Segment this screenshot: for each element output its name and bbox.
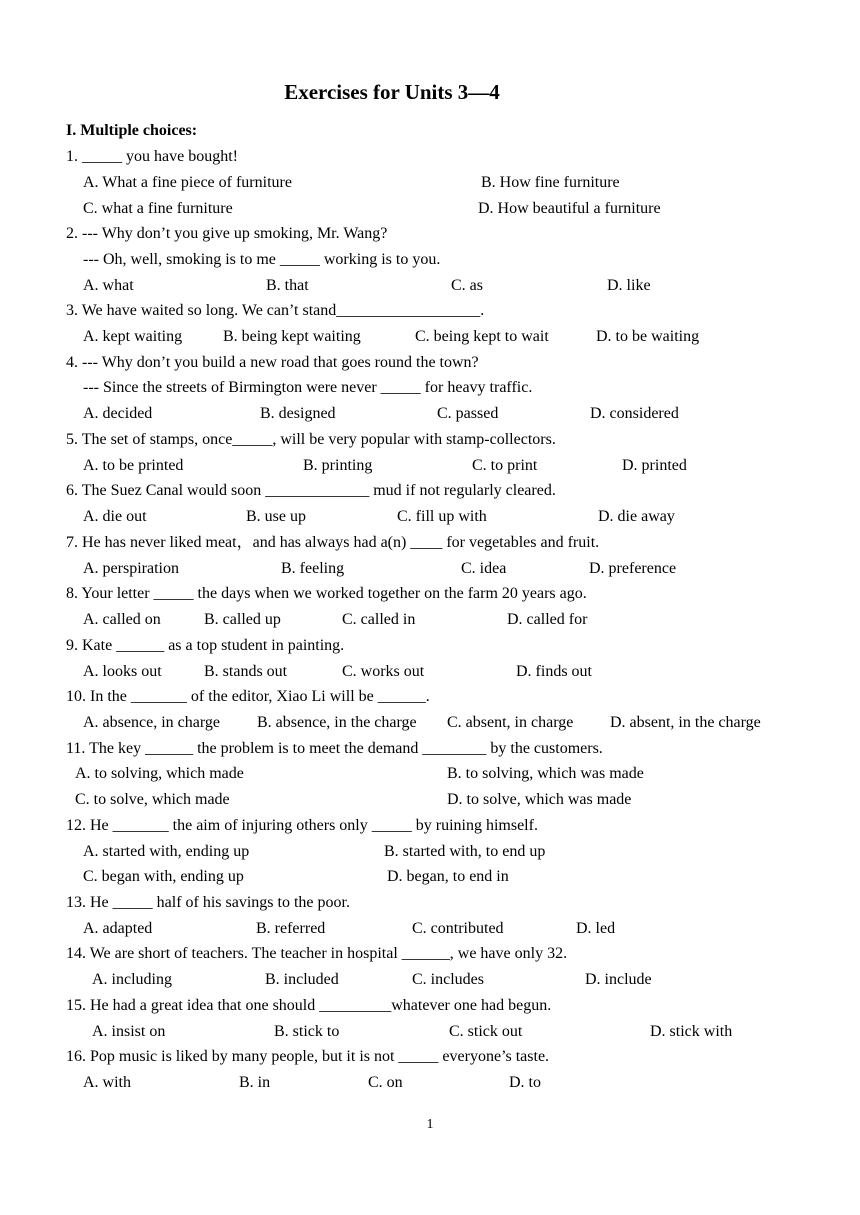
option-c: C. stick out — [449, 1023, 523, 1040]
option-a: A. decided — [83, 405, 153, 422]
question-stem: 8. Your letter _____ the days when we worked together on the farm 20 years ago. — [66, 585, 587, 602]
option-c: C. passed — [437, 405, 499, 422]
option-a: A. What a fine piece of furniture — [83, 174, 292, 191]
section-heading: I. Multiple choices: — [66, 122, 198, 139]
option-a: A. with — [83, 1074, 131, 1091]
option-d: D. began, to end in — [387, 868, 509, 885]
option-d: D. led — [576, 920, 616, 937]
option-d: D. printed — [622, 457, 687, 474]
page-title: Exercises for Units 3—4 — [284, 80, 500, 104]
option-c: C. on — [368, 1074, 403, 1091]
option-d: D. die away — [598, 508, 675, 525]
option-d: D. called for — [507, 611, 588, 628]
option-b: B. started with, to end up — [384, 843, 546, 860]
option-c: C. what a fine furniture — [83, 200, 233, 217]
option-b: B. to solving, which was made — [447, 765, 644, 782]
option-a: A. to solving, which made — [75, 765, 244, 782]
option-b: B. feeling — [281, 560, 345, 577]
option-d: D. to solve, which was made — [447, 791, 632, 808]
option-a: A. called on — [83, 611, 161, 628]
option-b: B. called up — [204, 611, 281, 628]
question-stem: 12. He _______ the aim of injuring others only _____ by ruining himself. — [66, 817, 538, 834]
option-d: D. include — [585, 971, 652, 988]
option-b: B. referred — [256, 920, 326, 937]
option-c: C. to print — [472, 457, 538, 474]
option-d: D. preference — [589, 560, 677, 577]
option-b: B. absence, in the charge — [257, 714, 417, 731]
option-a: A. started with, ending up — [83, 843, 250, 860]
question-stem: 4. --- Why don’t you build a new road that goes round the town? — [66, 354, 479, 371]
question-stem-cont: --- Since the streets of Birmington were never _____ for heavy traffic. — [83, 379, 533, 396]
option-c: C. called in — [342, 611, 416, 628]
option-d: D. to — [509, 1074, 541, 1091]
option-a: A. what — [83, 277, 134, 294]
question-stem: 5. The set of stamps, once_____, will be very popular with stamp-collectors. — [66, 431, 556, 448]
option-c: C. works out — [342, 663, 425, 680]
option-d: D. absent, in the charge — [610, 714, 761, 731]
option-a: A. absence, in charge — [83, 714, 220, 731]
option-c: C. includes — [412, 971, 484, 988]
option-c: C. to solve, which made — [75, 791, 230, 808]
question-stem: 11. The key ______ the problem is to meet the demand ________ by the customers. — [66, 740, 603, 757]
option-b: B. use up — [246, 508, 306, 525]
option-b: B. in — [239, 1074, 271, 1091]
option-b: B. stick to — [274, 1023, 340, 1040]
option-b: B. being kept waiting — [223, 328, 361, 345]
question-stem: 16. Pop music is liked by many people, but it is not _____ everyone’s taste. — [66, 1048, 550, 1065]
question-stem-cont: --- Oh, well, smoking is to me _____ working is to you. — [83, 251, 441, 268]
option-c: C. fill up with — [397, 508, 487, 525]
option-b: B. How fine furniture — [481, 174, 620, 191]
question-stem: 6. The Suez Canal would soon _____________ mud if not regularly cleared. — [66, 482, 556, 499]
option-c: C. began with, ending up — [83, 868, 244, 885]
option-d: D. considered — [590, 405, 679, 422]
option-d: D. How beautiful a furniture — [478, 200, 661, 217]
option-a: A. die out — [83, 508, 147, 525]
question-stem: 9. Kate ______ as a top student in painting. — [66, 637, 345, 654]
option-d: D. like — [607, 277, 651, 294]
option-a: A. including — [92, 971, 172, 988]
page-number: 1 — [426, 1117, 434, 1132]
option-b: B. printing — [303, 457, 373, 474]
question-stem: 14. We are short of teachers. The teacher in hospital ______, we have only 32. — [66, 945, 568, 962]
option-d: D. stick with — [650, 1023, 733, 1040]
option-d: D. to be waiting — [596, 328, 700, 345]
option-b: B. stands out — [204, 663, 288, 680]
question-stem: 10. In the _______ of the editor, Xiao Li will be ______. — [66, 688, 430, 705]
option-a: A. perspiration — [83, 560, 179, 577]
question-stem: 3. We have waited so long. We can’t stand__________________. — [66, 302, 485, 319]
option-d: D. finds out — [516, 663, 592, 680]
question-stem: 15. He had a great idea that one should _________whatever one had begun. — [66, 997, 552, 1014]
option-a: A. to be printed — [83, 457, 184, 474]
option-b: B. that — [266, 277, 309, 294]
option-a: A. insist on — [92, 1023, 166, 1040]
option-c: C. absent, in charge — [447, 714, 574, 731]
option-a: A. looks out — [83, 663, 162, 680]
question-stem: 2. --- Why don’t you give up smoking, Mr. Wang? — [66, 225, 388, 242]
question-stem: 7. He has never liked meat，and has always had a(n) ____ for vegetables and fruit. — [66, 534, 600, 551]
option-b: B. included — [265, 971, 339, 988]
option-c: C. contributed — [412, 920, 504, 937]
question-stem: 1. _____ you have bought! — [66, 148, 238, 165]
option-b: B. designed — [260, 405, 336, 422]
option-c: C. as — [451, 277, 483, 294]
option-a: A. kept waiting — [83, 328, 183, 345]
option-a: A. adapted — [83, 920, 153, 937]
option-c: C. idea — [461, 560, 507, 577]
question-stem: 13. He _____ half of his savings to the poor. — [66, 894, 350, 911]
option-c: C. being kept to wait — [415, 328, 549, 345]
